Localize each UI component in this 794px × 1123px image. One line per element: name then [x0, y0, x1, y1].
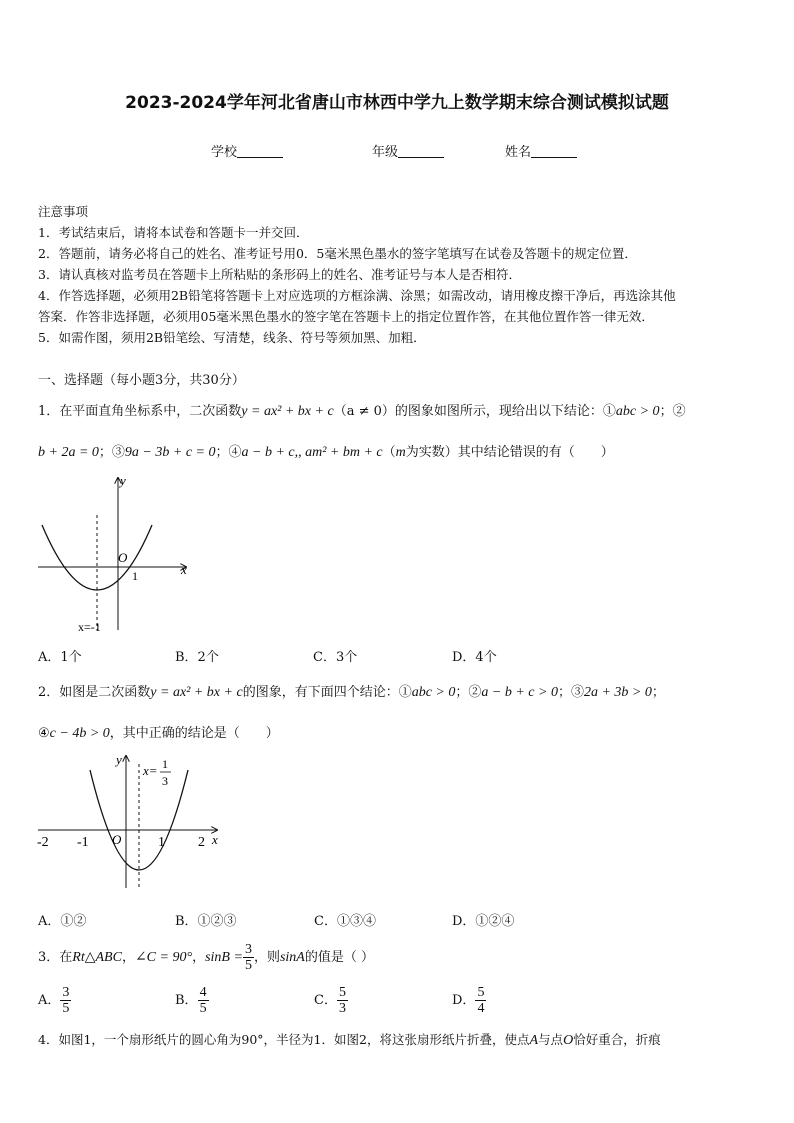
q3-option-c — [314, 985, 348, 1016]
q2-tick-neg2: -2 — [37, 835, 49, 850]
q3-text: 3．在 — [38, 950, 73, 965]
q3-option-numerator: 3 — [62, 985, 70, 1000]
q4-point-a: A — [529, 1033, 539, 1048]
q1-sep: ；② — [659, 404, 686, 419]
q2-y-label: y — [116, 752, 122, 767]
q2-tick-neg1: -1 — [77, 835, 89, 850]
q3-text: ，则 — [253, 950, 280, 965]
q3-sina: sinA — [279, 950, 305, 965]
q1-option-a: A．1个 — [38, 650, 82, 665]
notice-item: 2．答题前，请务必将自己的姓名、准考证号用0．5毫米黑色墨水的签字笔填写在试卷及答题卡的规定位置． — [38, 246, 637, 261]
q3-text: 的值是（ ） — [304, 950, 374, 965]
q3-option-denominator: 3 — [338, 1001, 346, 1016]
q2-option-c: C．①③④ — [314, 914, 376, 929]
q3-denominator: 5 — [244, 958, 252, 973]
q1-y-label: y — [120, 473, 126, 488]
q1-text: 1．在平面直角坐标系中，二次函数 — [38, 404, 242, 419]
page-title: 2023-2024学年河北省唐山市林西中学九上数学期末综合测试模拟试题 — [125, 93, 669, 113]
q3-option-denominator: 4 — [477, 1001, 485, 1016]
q3-option-numerator: 5 — [338, 985, 346, 1000]
name-field — [505, 141, 577, 160]
q3-fraction — [243, 942, 254, 973]
q2-sep: ；③ — [557, 685, 584, 700]
notice-item: 答案．作答非选择题，必须用05毫米黑色墨水的签字笔在答题卡上的指定位置作答，在其他位置作答一律无效． — [38, 309, 654, 324]
q3-option-fraction — [475, 985, 486, 1016]
q1-line2 — [38, 441, 614, 461]
q1-x-label: x — [181, 562, 187, 577]
q1-axis-label: x=-1 — [78, 620, 101, 634]
q3-option-numerator: 4 — [199, 985, 207, 1000]
q3-option-denominator: 5 — [199, 1001, 207, 1016]
q1-conclusion-2: b + 2a = 0 — [38, 445, 99, 460]
notice-item: 5．如需作图，须用2B铅笔绘、写清楚，线条、符号等须加黑、加粗． — [38, 330, 426, 345]
q3-option-d — [452, 985, 486, 1016]
q2-text: 的图象，有下面四个结论：① — [242, 685, 412, 700]
q1-line1 — [38, 400, 686, 420]
q3-numerator: 3 — [244, 942, 252, 957]
q2-line1 — [38, 681, 665, 701]
notice-item: 3．请认真核对监考员在答题卡上所粘贴的条形码上的姓名、准考证号与本人是否相符． — [38, 267, 521, 282]
q1-m-var: m — [395, 445, 406, 460]
q2-option-d: D．①②④ — [452, 914, 515, 929]
q1-conclusion-3: 9a − 3b + c = 0 — [124, 445, 216, 460]
notice-item: 4．作答选择题，必须用2B铅笔将答题卡上对应选项的方框涂满、涂黑；如需改动，请用橡皮擦干净后，再选涂其他 — [38, 288, 676, 303]
school-label: 学校 — [211, 145, 238, 160]
q3-option-numerator: 5 — [477, 985, 485, 1000]
q1-option-c: C．3个 — [313, 650, 358, 665]
q1-option-d: D．4个 — [452, 650, 497, 665]
q1-sep: ；③ — [98, 445, 125, 460]
grade-field — [372, 141, 444, 160]
q1-conclusion-1: abc > 0 — [615, 404, 660, 419]
q3-option-b — [175, 985, 209, 1016]
q1-sep: ；④ — [215, 445, 242, 460]
q3-option-fraction — [60, 985, 71, 1016]
q4-line — [38, 1030, 661, 1049]
notice-block — [38, 201, 760, 348]
q2-x-label: x — [212, 832, 218, 847]
q2-conclusion-1: abc > 0 — [411, 685, 456, 700]
q1-tick-label: 1 — [132, 569, 138, 583]
q3-option-label: D． — [452, 993, 476, 1008]
q2-axis-eq: x= — [143, 763, 158, 778]
q2-option-a: A．①② — [38, 914, 87, 929]
q2-sep: ；② — [455, 685, 482, 700]
q4-text: 恰好重合，折痕 — [573, 1032, 661, 1047]
q2-conclusion-4: c − 4b > 0 — [49, 726, 110, 741]
q4-text: 与点 — [538, 1032, 564, 1047]
q3-option-label: B． — [175, 993, 198, 1008]
q1-text: （ — [382, 445, 396, 460]
q3-sinb: sinB = — [205, 950, 243, 965]
q3-triangle: Rt△ABC — [72, 950, 122, 965]
q1-option-b: B．2个 — [175, 650, 219, 665]
q2-axis-num: 1 — [162, 757, 168, 771]
q2-sep: ； — [651, 685, 665, 700]
q1-condition: （a ≠ 0） — [333, 404, 395, 419]
notice-heading: 注意事项 — [38, 204, 89, 219]
q2-text: ，其中正确的结论是（ ） — [109, 726, 279, 741]
q1-parabola-graph — [34, 470, 194, 635]
q2-conclusion-2: a − b + c > 0 — [481, 685, 558, 700]
q2-parabola-graph — [34, 750, 234, 895]
q1-text: 的图象如图所示，现给出以下结论：① — [394, 404, 616, 419]
school-blank — [237, 144, 283, 158]
q1-function: y = ax² + bx + c — [241, 404, 334, 419]
q1-origin-label: O — [118, 550, 128, 565]
grade-blank — [398, 144, 444, 158]
q3-angle: ∠C = 90° — [134, 950, 193, 965]
q3-option-a — [38, 985, 71, 1016]
notice-item: 1．考试结束后，请将本试卷和答题卡一并交回． — [38, 225, 309, 240]
q1-text: 为实数）其中结论错误的有（ ） — [405, 445, 614, 460]
school-field — [211, 141, 283, 160]
q1-conclusion-4: a − b + c,, am² + bm + c — [241, 445, 383, 460]
name-blank — [531, 144, 577, 158]
q3-text: ， — [121, 950, 135, 965]
q3-option-fraction — [337, 985, 348, 1016]
q3-text: ， — [192, 950, 206, 965]
q2-function: y = ax² + bx + c — [150, 685, 243, 700]
q2-origin-label: O — [112, 832, 122, 847]
q3-option-label: C． — [314, 993, 337, 1008]
q2-conclusion-3: 2a + 3b > 0 — [583, 685, 652, 700]
grade-label: 年级 — [372, 145, 399, 160]
q2-text: 2．如图是二次函数 — [38, 685, 151, 700]
q2-tick-2: 2 — [198, 835, 205, 850]
q4-text: 4．如图1，一个扇形纸片的圆心角为90°，半径为1．如图2，将这张扇形纸片折叠，使点 — [38, 1032, 530, 1047]
q2-line2 — [38, 722, 279, 742]
q3-option-fraction — [198, 985, 209, 1016]
section-title: 一、选择题（每小题3分，共30分） — [38, 373, 245, 388]
q3-line — [38, 942, 374, 973]
q2-tick-1: 1 — [158, 835, 165, 850]
q3-option-label: A． — [38, 993, 61, 1008]
q4-point-o: O — [563, 1033, 574, 1048]
q2-axis-den: 3 — [162, 774, 168, 788]
q2-text: ④ — [38, 726, 50, 741]
q3-option-denominator: 5 — [62, 1001, 70, 1016]
q2-option-b: B．①②③ — [175, 914, 237, 929]
name-label: 姓名 — [505, 145, 532, 160]
